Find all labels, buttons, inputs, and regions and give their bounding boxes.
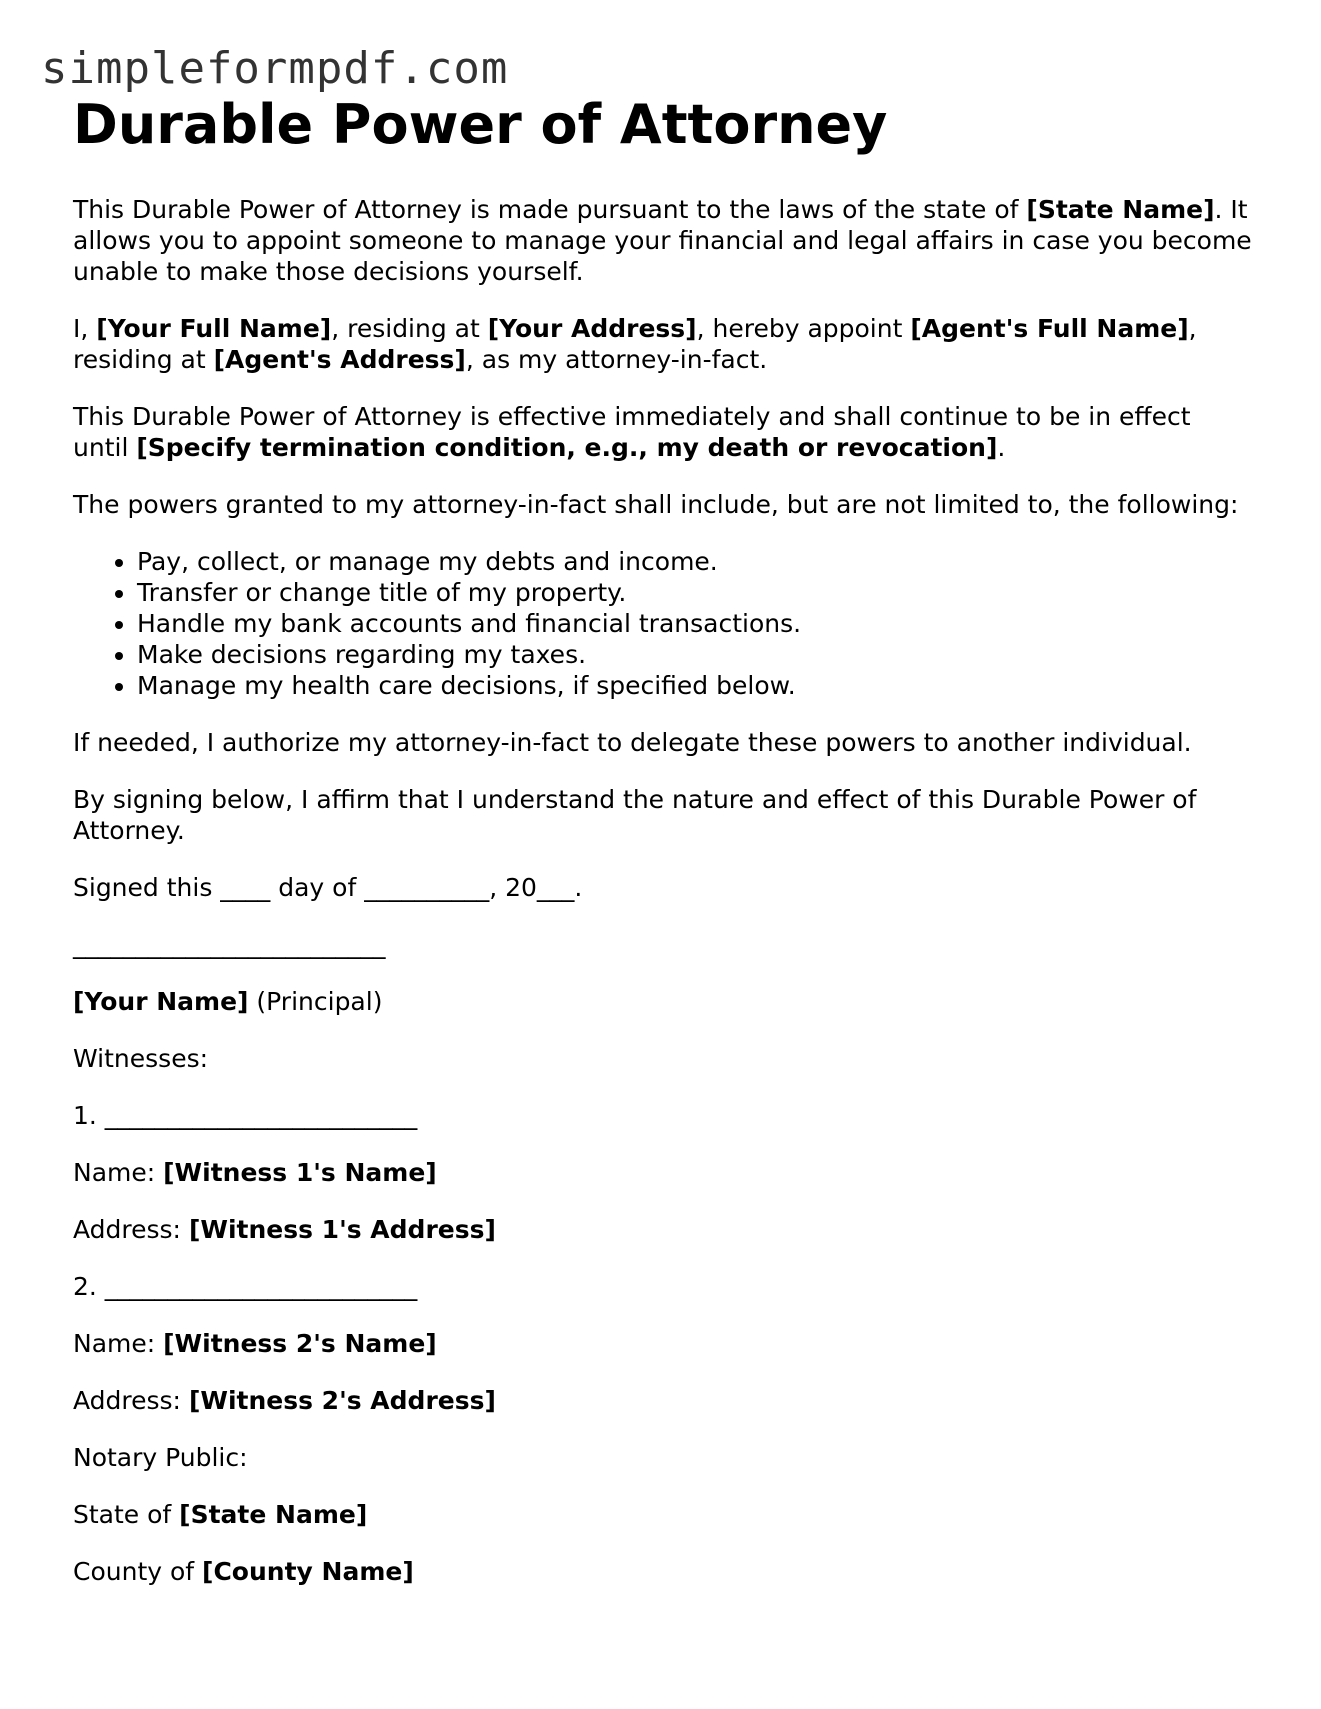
list-item: • Transfer or change title of my property. (137, 577, 1253, 608)
witness-1-signature-line: 1. _________________________ (73, 1101, 418, 1130)
principal-role: (Principal) (248, 987, 383, 1016)
document-body (73, 92, 1253, 1613)
witness-2-signature-line: 2. _________________________ (73, 1272, 418, 1301)
notary-county-label: County of (73, 1557, 203, 1586)
witness-name-label: Name: (73, 1158, 164, 1187)
appointment-text: , as my attorney-in-fact. (465, 345, 768, 374)
appointment-text: I, (73, 314, 97, 343)
agent-name-placeholder: [Agent's Full Name] (910, 314, 1189, 343)
effective-paragraph (73, 401, 1253, 463)
principal-name-placeholder: [Your Full Name] (96, 314, 332, 343)
document-title: Durable Power of Attorney (73, 93, 888, 156)
list-item: • Handle my bank accounts and financial transactions. (137, 608, 1253, 639)
intro-text: This Durable Power of Attorney is made pursuant to the laws of the state of (73, 195, 1027, 224)
witness-2-name-placeholder: [Witness 2's Name] (163, 1329, 437, 1358)
principal-address-placeholder: [Your Address] (487, 314, 697, 343)
witnesses-label: Witnesses: (73, 1044, 209, 1073)
appointment-text: , residing at (73, 314, 1197, 374)
witness-1-name (73, 1157, 1253, 1188)
list-item: • Make decisions regarding my taxes. (137, 639, 1253, 670)
affirm-paragraph: By signing below, I affirm that I understand the nature and effect of this Durable Power of Attorney. (73, 785, 1197, 845)
witness-address-label: Address: (73, 1386, 189, 1415)
notary-county (73, 1556, 1253, 1587)
notary-state (73, 1499, 1253, 1530)
witness-address-label: Address: (73, 1215, 189, 1244)
signed-date-line: Signed this ____ day of __________, 20___. (73, 873, 583, 902)
witness-2-address-placeholder: [Witness 2's Address] (188, 1386, 496, 1415)
witness-1-address (73, 1214, 1253, 1245)
list-item: • Pay, collect, or manage my debts and income. (137, 546, 1253, 577)
list-item: • Manage my health care decisions, if specified below. (137, 670, 1253, 701)
intro-paragraph (73, 194, 1253, 287)
appointment-text: , hereby appoint (696, 314, 911, 343)
intro-text-end: . It allows you to appoint someone to manage your financial and legal affairs in case you become unable to make those decisions yourself. (73, 195, 1252, 286)
state-placeholder: [State Name] (1026, 195, 1215, 224)
notary-label: Notary Public: (73, 1443, 248, 1472)
effective-text-end: . (997, 433, 1006, 462)
watermark: simpleformpdf.com (41, 43, 509, 94)
witness-1-name-placeholder: [Witness 1's Name] (163, 1158, 437, 1187)
principal-name-placeholder: [Your Name] (73, 987, 249, 1016)
witness-2-name (73, 1328, 1253, 1359)
termination-condition-placeholder: [Specify termination condition, e.g., my death or revocation] (136, 433, 998, 462)
appointment-text: , residing at (331, 314, 488, 343)
powers-intro: The powers granted to my attorney-in-fact shall include, but are not limited to, the following: (73, 490, 1239, 519)
witness-2-address (73, 1385, 1253, 1416)
notary-county-placeholder: [County Name] (202, 1557, 414, 1586)
effective-text: This Durable Power of Attorney is effective immediately and shall continue to be in effect until (73, 402, 1191, 462)
principal-signature-line: _________________________ (73, 930, 386, 959)
notary-state-placeholder: [State Name] (179, 1500, 368, 1529)
witness-1-address-placeholder: [Witness 1's Address] (188, 1215, 496, 1244)
powers-list (73, 546, 1253, 701)
principal-label (73, 986, 1253, 1017)
appointment-paragraph (73, 313, 1253, 375)
agent-address-placeholder: [Agent's Address] (213, 345, 466, 374)
notary-state-label: State of (73, 1500, 180, 1529)
witness-name-label: Name: (73, 1329, 164, 1358)
delegate-paragraph: If needed, I authorize my attorney-in-fact to delegate these powers to another individual. (73, 728, 1192, 757)
